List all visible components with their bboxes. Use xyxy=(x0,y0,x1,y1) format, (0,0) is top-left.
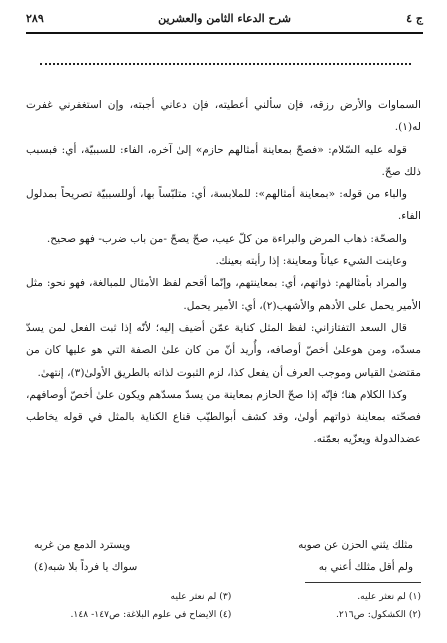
poem-verse xyxy=(34,534,413,556)
volume-label: ج ٤ xyxy=(406,12,423,25)
footnote-2: (٢) الكشكول: ص٢١٦. xyxy=(335,609,421,620)
verse-second-hemistich: سواك يا فرداً بلا شبه(٤) xyxy=(34,561,138,573)
paragraph: السماوات والأرض رزقه، فإن سألني أعطيته، فإن دعاني أجبته، وإن استغفرني غفرت له(١). xyxy=(26,99,421,134)
footnote-4: (٤) الايضاح في علوم البلاغة: ص١٤٧- ١٤٨. xyxy=(70,609,232,620)
poem-block xyxy=(34,534,413,578)
footnotes xyxy=(26,588,421,624)
verse-first-hemistich: ولم أقل مثلك أعني به xyxy=(318,561,413,573)
main-text xyxy=(26,94,421,451)
paragraph: قوله عليه السّلام: «فصحّ بمعاينة أمثالهم حازم» إلىٰ آخره، الفاء: للسببيّة، أي: فبسبب ذلك صحّ. xyxy=(26,143,421,178)
paragraph: والصحّة: ذهاب المرض والبراءة من كلّ عيب، صحّ يصحّ -من باب ضرب- فهو صحيح. xyxy=(46,232,407,245)
header-rule xyxy=(26,32,423,34)
running-title: شرح الدعاء الثامن والعشرين xyxy=(158,12,291,25)
footnote-3: (٣) لم نعثر عليه xyxy=(170,591,232,602)
footnote-1: (١) لم نعثر عليه. xyxy=(357,591,421,602)
verse-second-hemistich: ويسترد الدمع من غربه xyxy=(34,539,131,551)
footnote-row xyxy=(26,588,421,606)
paragraph: والمراد بأمثالهم: ذواتهم، أي: بمعاينتهم، وإنّما أقحم لفظ الأمثال للمبالغة، فهو نحو: مثل الأمير يحمل على الأدهم والأشهب(٢)، أي: الأمير يحمل. xyxy=(26,277,421,312)
paragraph: وعاينت الشيء عياناً ومعاينة: إذا رأيته بعينك. xyxy=(215,255,407,268)
footnote-rule xyxy=(305,582,421,583)
footnote-row xyxy=(26,606,421,624)
paragraph: قال السعد التفتازاني: لفظ المثل كناية عمّن أضيف إليه؛ لأنّه إذا ثبت الفعل لمن يسدّ مسدّه، ومن هوعلىٰ أخصّ أوصافه، وأُريد أنّ من كان علىٰ الصفة التي هو عليها كان من مقتضىٰ القياس وموجب العرف أن يفعل كذا، لزم الثبوت لذاته بالطريق الأولىٰ(٣)، إنتهىٰ. xyxy=(26,321,421,379)
paragraph: وكذا الكلام هنا؛ فإنّه إذا صحّ الحازم بمعاينة من يسدّ مسدّهم ويكون علىٰ أخصّ أوصافهم، فصحّته بمعاينة ذواتهم أولىٰ، وقد كشف أبوالطيّب قناع الكناية بالمثل في قوله يخاطب عضدالدولة ويعزّيه بعمّته. xyxy=(26,388,421,446)
page-number: ٢٨٩ xyxy=(26,12,44,25)
verse-first-hemistich: مثلك يثني الحزن عن صوبه xyxy=(298,539,413,551)
page-header xyxy=(26,12,423,30)
paragraph: والباء من قوله: «بمعاينة أمثالهم»: للملابسة، أي: متلبّساً بها، أوللسببيّة تصريحاً بمدلول الفاء. xyxy=(26,188,421,223)
dotted-separator xyxy=(40,63,411,65)
poem-verse xyxy=(34,556,413,578)
